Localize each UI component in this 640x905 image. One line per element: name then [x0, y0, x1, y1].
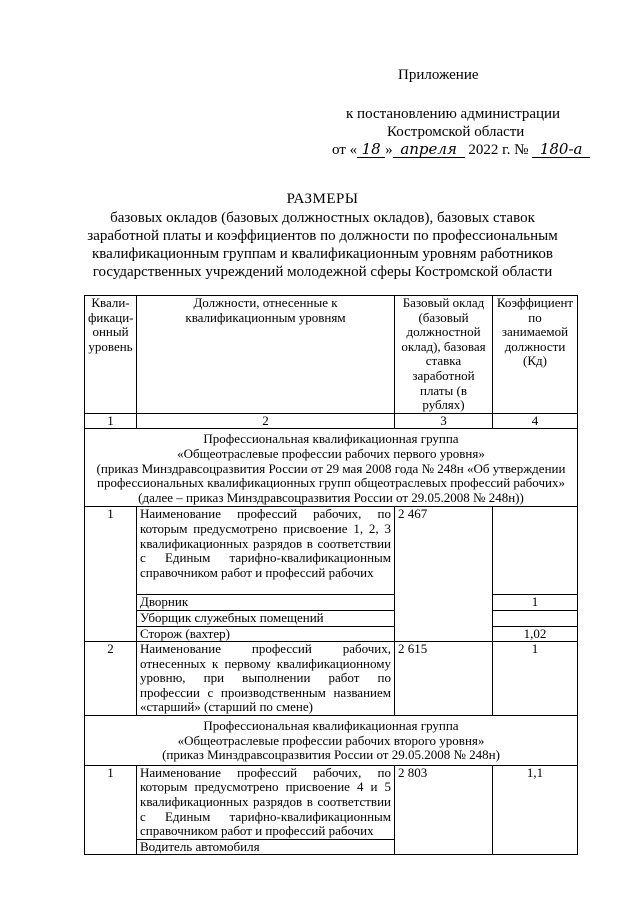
level-cell: 2: [85, 642, 137, 716]
table-row: [85, 595, 578, 611]
level-cell: 1: [85, 765, 137, 855]
profession-description: Наименование профессий рабочих, по которым предусмотрено присвоение 4 и 5 квалификационных разрядов в соответствии с Единым тарифно-квалификационным справочником работ и профессий рабочих: [137, 765, 395, 839]
table-row: [85, 610, 578, 626]
document-title: [60, 190, 585, 281]
group-line: Профессиональная квалификационная группа: [203, 431, 459, 447]
coef-cell: [493, 507, 578, 595]
title-line: государственных учреждений молодежной сферы Костромской области: [92, 264, 553, 280]
col-number: 4: [493, 413, 578, 429]
date-year: 2022 г. №: [464, 142, 529, 158]
col-number: 2: [137, 413, 395, 429]
date-month: апреля: [393, 141, 465, 158]
resolution-line: к постановлению администрации: [346, 106, 561, 122]
salary-cell: 2 803: [395, 765, 493, 855]
profession-item: Водитель автомобиля: [137, 839, 395, 855]
coef-cell: 1: [493, 595, 578, 611]
group-line: Профессиональная квалификационная группа: [203, 718, 459, 734]
group-line: (приказ Минздравсоцразвития России от 29.05.2008 № 248н): [162, 747, 500, 763]
profession-item: Сторож (вахтер): [137, 626, 395, 642]
doc-number: 180-а: [532, 141, 590, 158]
group-line: «Общеотраслевые профессии рабочих первого уровня»: [177, 445, 485, 461]
coef-cell: [493, 610, 578, 626]
group2-heading: [85, 716, 578, 766]
salary-table: [84, 295, 578, 855]
col-number: 1: [85, 413, 137, 429]
title-line: базовых окладов (базовых должностных окладов), базовых ставок: [110, 210, 535, 226]
group-line: (приказ Минздравсоцразвития России от 29 мая 2008 года № 248н «Об утверждении: [96, 460, 566, 476]
appendix-label: Приложение: [398, 67, 479, 83]
date-day: 18: [357, 141, 385, 158]
table-row: [85, 642, 578, 716]
group-line: «Общеотраслевые профессии рабочих второго уровня»: [177, 732, 485, 748]
header-salary: Базовый оклад (базовый должностной оклад), базовая ставка заработной платы (в рублях): [395, 296, 493, 414]
level-cell: 1: [85, 507, 137, 642]
profession-item: Дворник: [137, 595, 395, 611]
salary-cell: 2 615: [395, 642, 493, 716]
salary-cell: 2 467: [395, 507, 493, 642]
coef-cell: 1,1: [493, 765, 578, 855]
date-line: [332, 141, 590, 159]
table-row: [85, 507, 578, 595]
table-header-row: [85, 296, 578, 414]
column-numbers-row: [85, 413, 578, 429]
date-prefix: от «: [332, 142, 358, 158]
group-line: профессиональных квалификационных групп общеотраслевых профессий рабочих»: [97, 475, 565, 491]
title-line: заработной платы и коэффициентов по должности по профессиональным: [87, 228, 558, 244]
profession-description: Наименование профессий рабочих, по которым предусмотрено присвоение 1, 2, 3 квалификационных разрядов в соответствии с Единым тарифно-квалификационным справочником работ и профессий рабочих: [137, 507, 395, 595]
col-number: 3: [395, 413, 493, 429]
header-positions: Должности, отнесенные к квалификационным уровням: [137, 296, 395, 414]
table-row: [85, 626, 578, 642]
group-heading-row: [85, 429, 578, 507]
profession-description: Наименование профессий рабочих, отнесенных к первому квалификационному уровню, при выполнении работ по профессии с производственным названием «старший» (старший по смене): [137, 642, 395, 716]
header-level: Квали-фикаци-онный уровень: [85, 296, 137, 414]
title-line: квалификационным группам и квалификационным уровням работников: [92, 246, 553, 262]
group1-heading: [85, 429, 578, 507]
coef-cell: 1: [493, 642, 578, 716]
region-line: Костромской области: [387, 124, 525, 140]
group-heading-row: [85, 716, 578, 766]
group-line: (далее – приказ Минздравсоцразвития России от 29.05.2008 № 248н)): [138, 489, 524, 505]
coef-cell: 1,02: [493, 626, 578, 642]
profession-item: Уборщик служебных помещений: [137, 610, 395, 626]
title-main: РАЗМЕРЫ: [286, 191, 359, 207]
header-coef: Коэффициент по занимаемой должности (Кд): [493, 296, 578, 414]
table-row: [85, 765, 578, 839]
date-mid: »: [385, 142, 393, 158]
